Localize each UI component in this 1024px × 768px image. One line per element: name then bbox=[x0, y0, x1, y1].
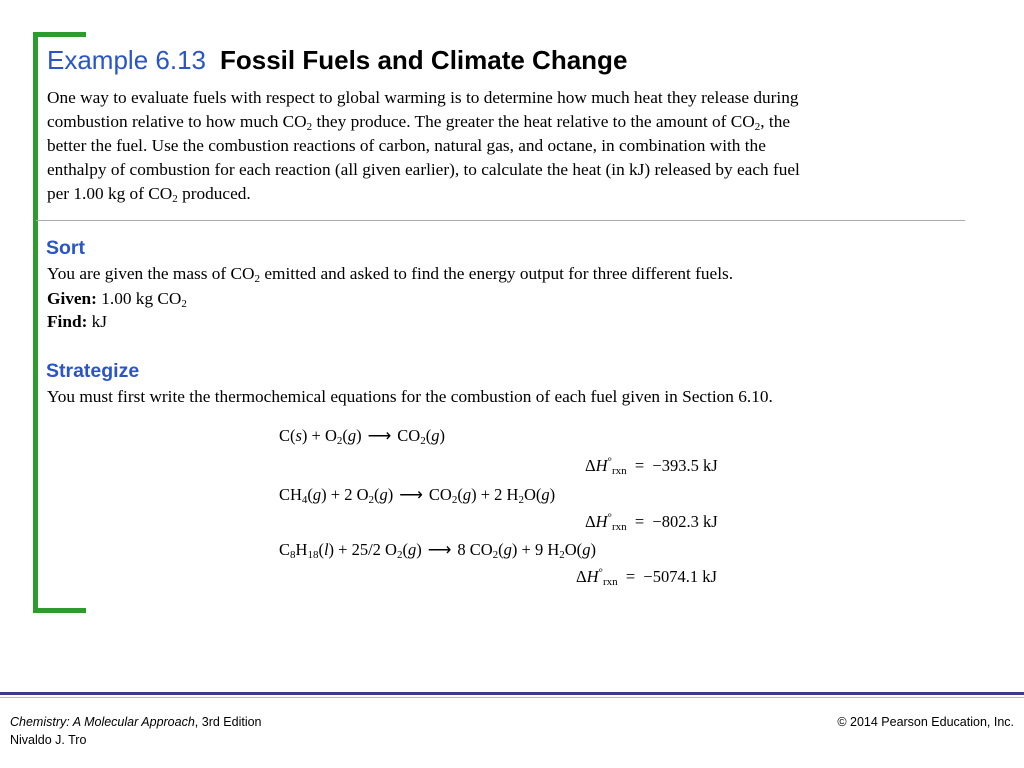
sort-text: You are given the mass of $CO_2$ emitted and asked to find the energy output for three different fuels. bbox=[47, 264, 734, 285]
example-title: Fossil Fuels and Climate Change bbox=[219, 45, 628, 75]
green-bracket-bottom bbox=[33, 608, 86, 613]
strategize-text: You must first write the thermochemical equations for the combustion of each fuel given in Section 6.10. bbox=[47, 387, 773, 406]
page-title bbox=[47, 45, 627, 76]
sort-heading: Sort bbox=[46, 237, 85, 259]
green-bracket-top bbox=[33, 32, 86, 37]
equation-1: $C(s) + O_2(g)$ ⟶ $CO_2(g)$ bbox=[279, 426, 445, 447]
find-line: Find: kJ bbox=[47, 312, 108, 331]
intro-line: combustion relative to how much $CO_2$ they produce. The greater the heat relative to the amount of $CO_2$, the bbox=[47, 112, 791, 133]
divider bbox=[36, 220, 965, 221]
footer-divider bbox=[0, 692, 1024, 695]
footer-copyright: © 2014 Pearson Education, Inc. bbox=[837, 715, 1014, 729]
strategize-heading: Strategize bbox=[46, 360, 140, 382]
intro-line: better the fuel. Use the combustion reactions of carbon, natural gas, and octane, in combination with the bbox=[47, 136, 766, 155]
intro-line: One way to evaluate fuels with respect to global warming is to determine how much heat they release during bbox=[47, 88, 799, 107]
equation-3: $C_8H_{18}(l) + 25/2$ $O_2(g)$ ⟶ 8 $CO_2(g) + 9$ $H_2O(g)$ bbox=[279, 540, 596, 561]
footer-author: Nivaldo J. Tro bbox=[10, 733, 87, 747]
given-line: Given: 1.00 kg $CO_2$ bbox=[47, 289, 187, 310]
enthalpy-3: $\Delta H^\circ_{rxn} = -5074.1$ kJ bbox=[576, 566, 717, 588]
equation-2: $CH_4(g) + 2$ $O_2(g)$ ⟶ $CO_2(g) + 2$ $H_2O(g)$ bbox=[279, 485, 556, 506]
intro-line: per 1.00 kg of $CO_2$ produced. bbox=[47, 184, 251, 205]
intro-paragraph bbox=[47, 86, 947, 206]
enthalpy-2: $\Delta H^\circ_{rxn} = -802.3$ kJ bbox=[585, 511, 718, 533]
example-label: Example 6.13 bbox=[47, 45, 206, 75]
green-bracket bbox=[33, 32, 38, 613]
footer-book: Chemistry: A Molecular Approach, 3rd Edition bbox=[10, 715, 262, 729]
enthalpy-1: $\Delta H^\circ_{rxn} = -393.5$ kJ bbox=[585, 455, 718, 477]
footer-divider-thin bbox=[0, 697, 1024, 698]
intro-line: enthalpy of combustion for each reaction (all given earlier), to calculate the heat (in kJ) released by each fuel bbox=[47, 160, 800, 179]
